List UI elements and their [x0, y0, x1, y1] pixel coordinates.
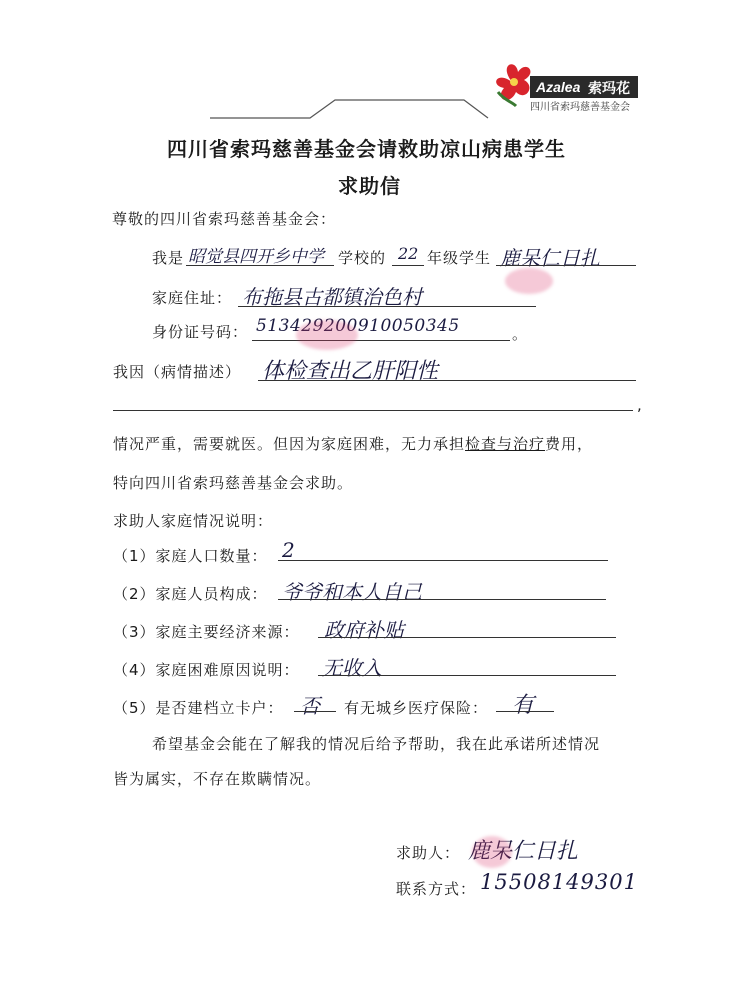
- school-value: 昭觉县四开乡中学: [188, 247, 324, 267]
- fingerprint-stamp: [296, 320, 358, 350]
- address-label: 家庭住址：: [152, 289, 233, 307]
- item5-label: （5）是否建档立卡户：: [113, 699, 284, 717]
- address-value: 布拖县古都镇治色村: [242, 285, 422, 309]
- insurance-value: 有: [512, 693, 535, 718]
- grade-value: 22: [398, 244, 419, 263]
- grade-underline: [392, 265, 424, 266]
- family-item-4-underline: [318, 675, 616, 676]
- label-school: 学校的: [338, 249, 387, 267]
- logo-chinese-text: 索玛花: [588, 81, 630, 97]
- closing-line-1: 希望基金会能在了解我的情况后给予帮助，我在此承诺所述情况: [152, 735, 601, 753]
- body-line-2: 特向四川省索玛慈善基金会求助。: [113, 474, 354, 492]
- family-heading: 求助人家庭情况说明：: [113, 512, 274, 530]
- salutation: 尊敬的四川省索玛慈善基金会：: [112, 210, 337, 228]
- family-item-1-underline: [278, 560, 608, 561]
- id-underline: [252, 340, 510, 341]
- illness-comma: ,: [637, 396, 643, 414]
- closing-line-2: 皆为属实，不存在欺瞒情况。: [113, 770, 322, 788]
- logo-org-name: 四川省索玛慈善基金会: [530, 102, 630, 113]
- family-item-3-underline: [318, 637, 616, 638]
- id-value: 513429200910050345: [256, 316, 460, 336]
- illness-underline-2: [113, 410, 633, 411]
- fingerprint-stamp: [472, 836, 512, 868]
- school-underline: [186, 265, 334, 266]
- body-line-1: [113, 433, 593, 454]
- contact-label: 联系方式：: [396, 880, 477, 898]
- fingerprint-stamp: [505, 268, 553, 294]
- signature-label: 求助人：: [396, 844, 461, 862]
- id-label: 身份证号码：: [152, 323, 249, 341]
- student-name-value: 鹿呆仁日扎: [500, 246, 600, 270]
- contact-value: 15508149301: [480, 870, 638, 894]
- illness-underline: [258, 380, 636, 381]
- logo-brand-text: Azalea: [536, 79, 581, 95]
- illness-label: 我因（病情描述）: [113, 363, 242, 381]
- family-item-2-value: 爷爷和本人自己: [282, 580, 422, 604]
- insurance-label: 有无城乡医疗保险：: [344, 699, 489, 717]
- family-item-4-label: （4）家庭困难原因说明：: [113, 661, 300, 679]
- page-subtitle: 求助信: [338, 174, 401, 198]
- family-item-1-label: （1）家庭人口数量：: [113, 547, 268, 565]
- family-item-3-label: （3）家庭主要经济来源：: [113, 623, 300, 641]
- body-line-1-text: 情况严重，需要就医。但因为家庭困难，无力承担: [113, 435, 466, 453]
- family-item-2-label: （2）家庭人员构成：: [113, 585, 268, 603]
- id-end-mark: 。: [512, 325, 529, 343]
- family-item-1-value: 2: [282, 538, 295, 562]
- body-line-1-underlined: 检查与治疗: [465, 435, 546, 453]
- family-item-3-value: 政府补贴: [324, 618, 404, 642]
- item5-value: 否: [300, 694, 320, 718]
- family-item-2-underline: [278, 599, 606, 600]
- insurance-underline: [496, 711, 554, 712]
- body-line-1-suffix: 费用，: [545, 435, 594, 453]
- address-underline: [238, 306, 536, 307]
- illness-value: 体检查出乙肝阳性: [262, 359, 439, 384]
- signature-value: 鹿呆仁日扎: [468, 839, 579, 864]
- student-name-underline: [496, 265, 636, 266]
- item5-underline: [294, 711, 336, 712]
- family-item-4-value: 无收入: [322, 656, 382, 680]
- page-title: 四川省索玛慈善基金会请救助凉山病患学生: [167, 137, 566, 161]
- label-grade: 年级学生: [427, 249, 492, 267]
- label-i-am: 我是: [152, 249, 185, 267]
- header-divider: [0, 0, 750, 130]
